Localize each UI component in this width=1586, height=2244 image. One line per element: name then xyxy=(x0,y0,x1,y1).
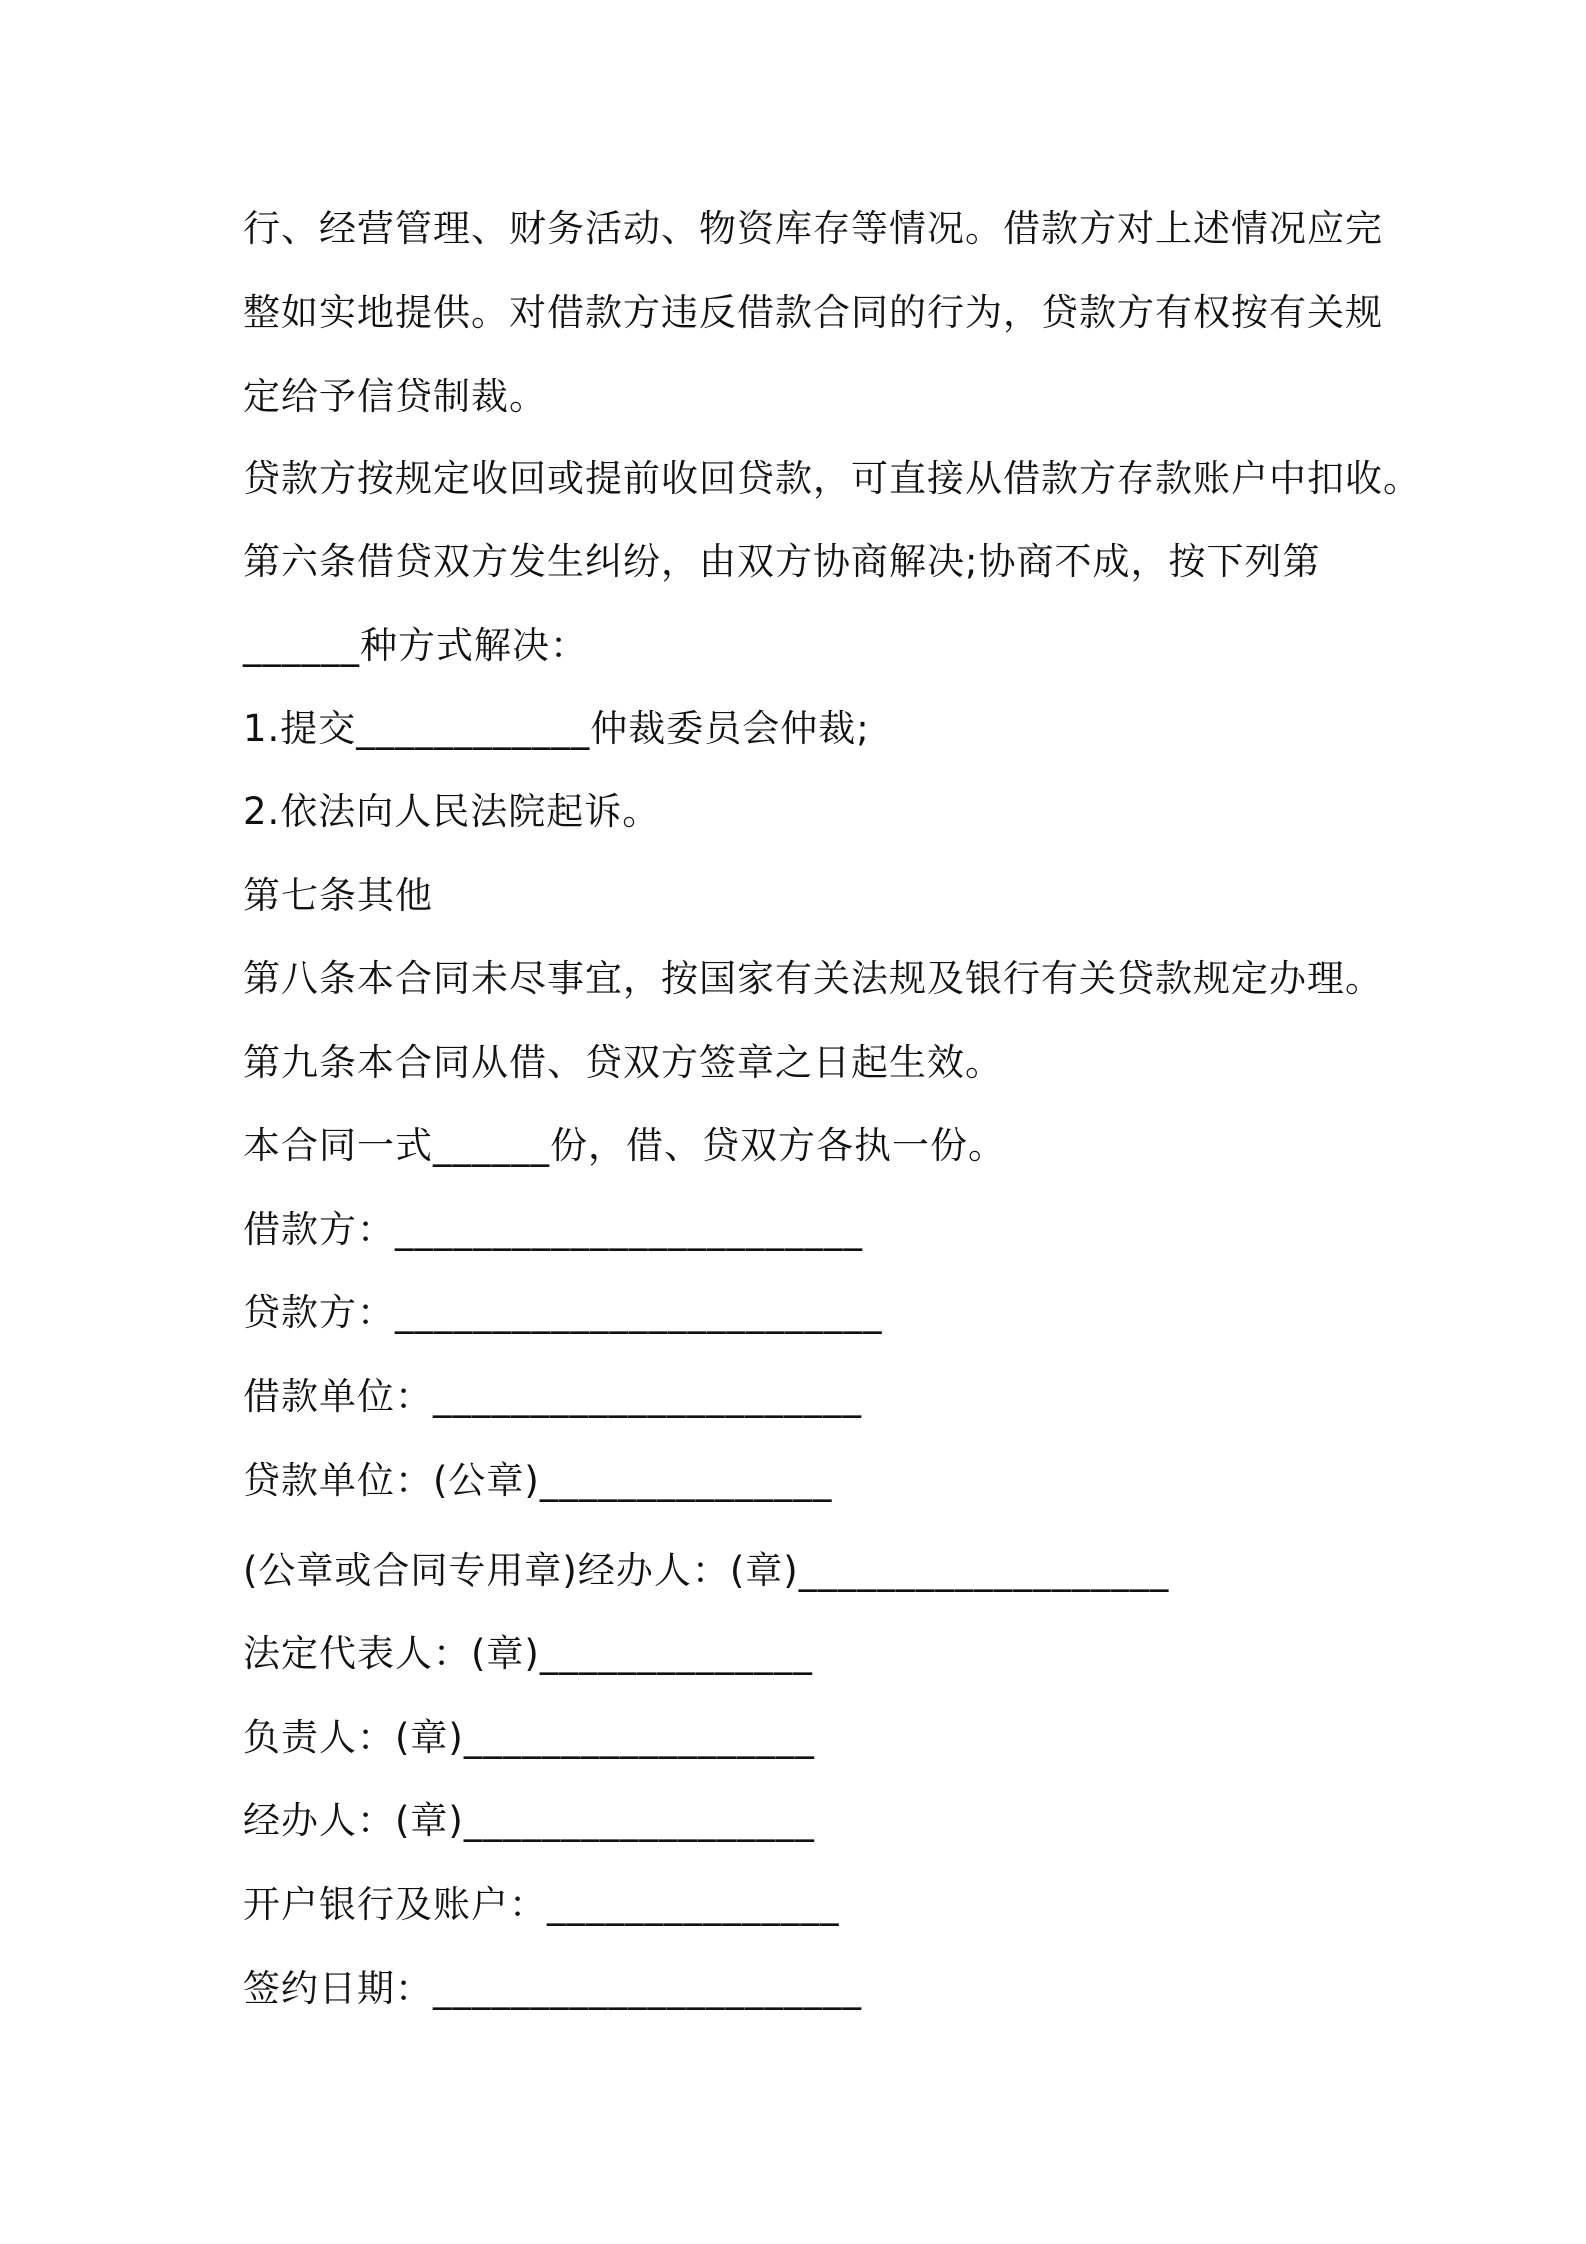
legal-representative-field: 法定代表人：(章)______________ xyxy=(243,1632,813,1675)
article-6-blank-line: ______种方式解决： xyxy=(243,624,588,667)
responsible-person-field: 负责人：(章)__________________ xyxy=(243,1716,815,1759)
text-line-2: 整如实地提供。对借款方违反借款合同的行为，贷款方有权按有关规 xyxy=(243,291,1383,334)
seal-handler-field: (公章或合同专用章)经办人：(章)___________________ xyxy=(243,1549,1170,1592)
option-2-line: 2.依法向人民法院起诉。 xyxy=(243,790,661,833)
article-6-line: 第六条借贷双方发生纠纷，由双方协商解决;协商不成，按下列第 xyxy=(243,540,1321,583)
lender-field: 贷款方：_________________________ xyxy=(243,1291,883,1334)
handler-field: 经办人：(章)__________________ xyxy=(243,1799,815,1842)
article-8-line: 第八条本合同未尽事宜，按国家有关法规及银行有关贷款规定办理。 xyxy=(243,957,1383,1000)
signing-date-field: 签约日期：______________________ xyxy=(243,1967,862,2010)
text-line-3: 定给予信贷制裁。 xyxy=(243,375,547,418)
copies-line: 本合同一式______份，借、贷双方各执一份。 xyxy=(243,1124,1006,1167)
article-7-line: 第七条其他 xyxy=(243,874,433,917)
bank-account-field: 开户银行及账户：_______________ xyxy=(243,1883,840,1926)
borrower-field: 借款方：________________________ xyxy=(243,1208,863,1251)
borrowing-unit-field: 借款单位：______________________ xyxy=(243,1375,862,1418)
option-1-line: 1.提交____________仲裁委员会仲裁; xyxy=(243,707,870,750)
article-9-line: 第九条本合同从借、贷双方签章之日起生效。 xyxy=(243,1041,1003,1084)
text-line-4: 贷款方按规定收回或提前收回贷款，可直接从借款方存款账户中扣收。 xyxy=(243,457,1421,500)
text-line-1: 行、经营管理、财务活动、物资库存等情况。借款方对上述情况应完 xyxy=(243,207,1383,250)
lending-unit-field: 贷款单位：(公章)_______________ xyxy=(243,1459,833,1502)
